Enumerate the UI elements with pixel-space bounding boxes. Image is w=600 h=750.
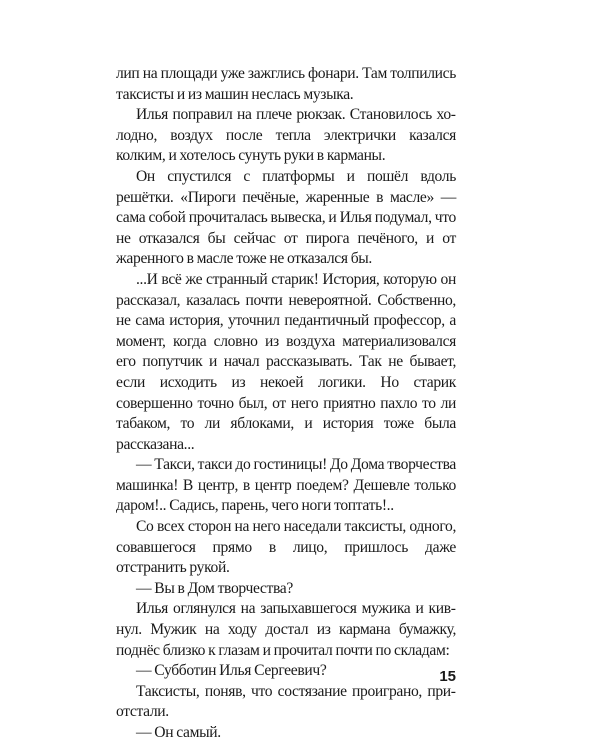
paragraph-2: Илья поправил на плече рюкзак. Становилось холодно, воздух после тепла электрички казался колким, и хотелось сунуть руки в карманы. [116, 106, 456, 165]
paragraph-11: — Он самый. [136, 724, 221, 741]
paragraph-5: — Такси, такси до гостиницы! До Дома творчества машинка! В центр, в центр поедем? Дешевле только даром!.. Садись, парень, чего ноги топтать!.. [116, 456, 456, 515]
paragraph-6: Со всех сторон на него наседали таксисты, одного, совавшегося прямо в лицо, пришлось даже отстранить рукой. [116, 518, 456, 577]
paragraph-7: — Вы в Дом творчества? [136, 579, 293, 597]
body-text [116, 64, 456, 744]
paragraph-8: Илья оглянулся на запыхавшегося мужика и кивнул. Мужик на ходу достал из кармана бумажку, поднёс близко к глазам и прочитал почти по складам: [116, 600, 456, 659]
paragraph-10: Таксисты, поняв, что состязание проиграно, приотстали. [116, 682, 456, 721]
paragraph-9: — Субботин Илья Сергеевич? [136, 662, 327, 680]
paragraph-4: ...И всё же странный старик! История, которую он рассказал, казалась почти невероятной. Собственно, не сама история, уточнил педантичный профессор, а момент, когда словно из воздуха материализовался его попутчик и начал рассказывать. Так не бывает, если исходить из некоей логики. Но старик совершенно точно был, от него приятно пахло то ли табаком, то ли яблоками, и история тоже была рассказана... [116, 270, 456, 453]
page-number: 15 [439, 668, 456, 685]
paragraph-1: лип на площади уже зажглись фонари. Там толпились таксисты и из машин неслась музыка. [116, 65, 456, 103]
paragraph-3: Он спустился с платформы и пошёл вдоль решётки. «Пироги печёные, жаренные в масле» — сама собой прочиталась вывеска, и Илья подумал, что не отказался бы сейчас от пирога печёного, и от жаренного в масле тоже не отказался бы. [116, 167, 456, 268]
